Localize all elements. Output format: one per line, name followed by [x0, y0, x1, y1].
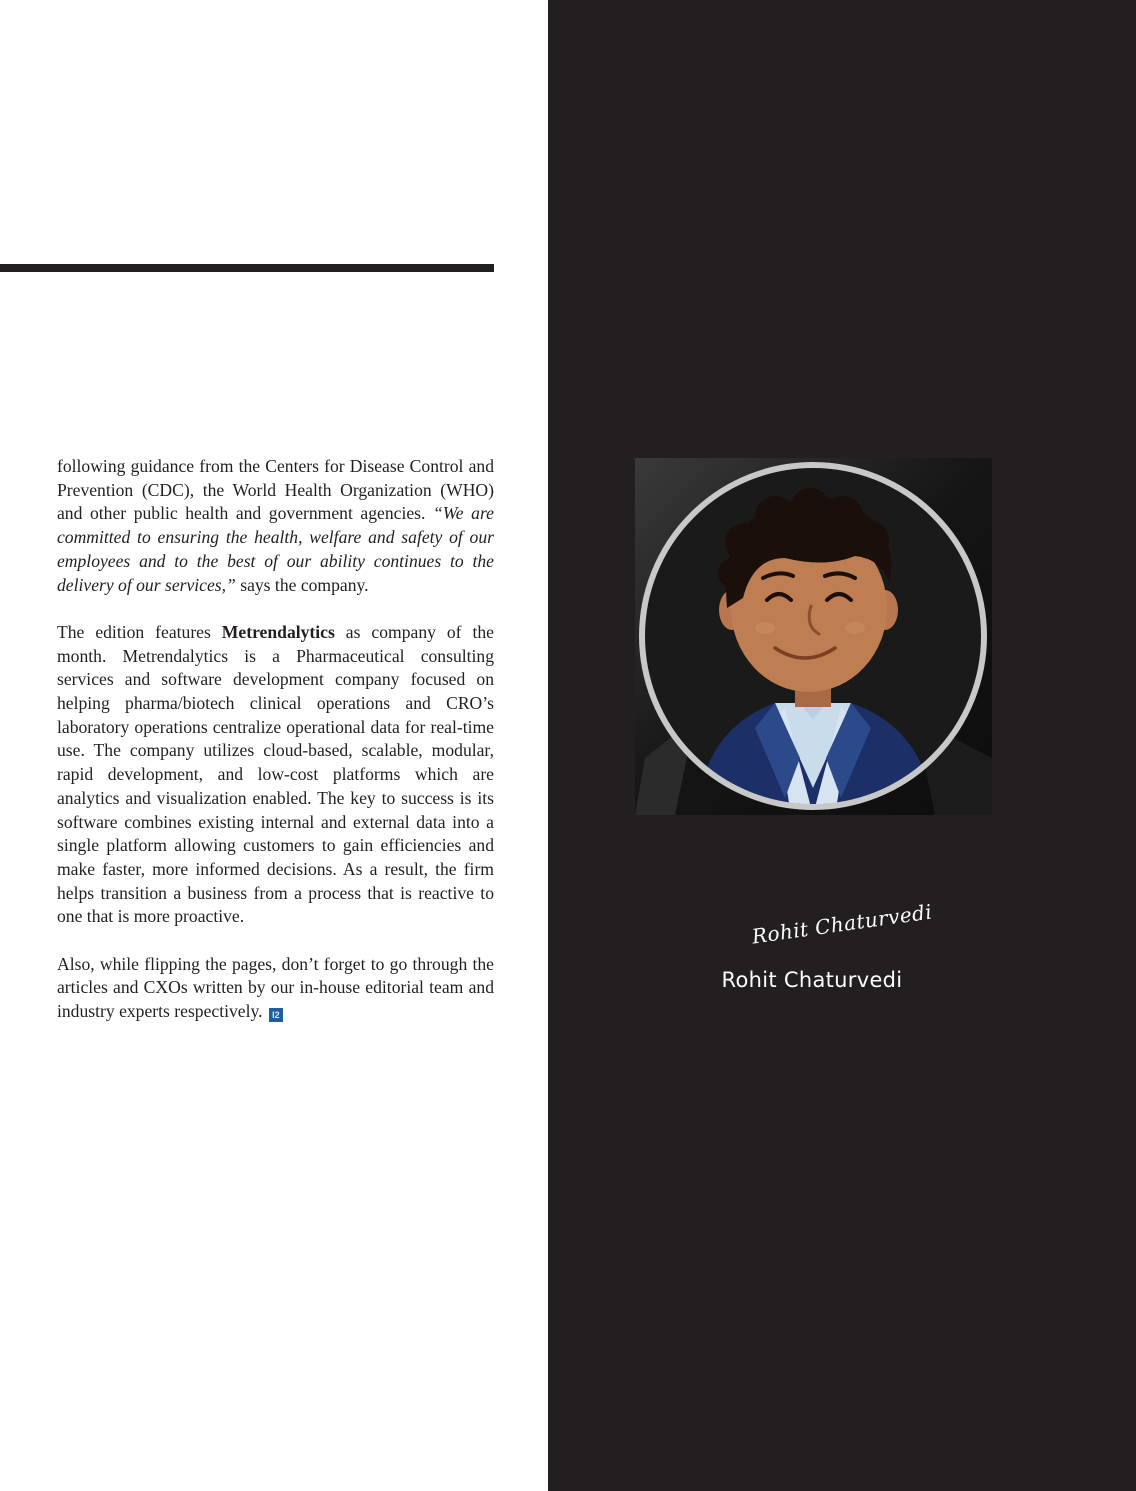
article-column	[0, 0, 548, 1491]
paragraph-3	[57, 953, 494, 1024]
cartoon-avatar-icon	[635, 458, 992, 815]
article-body	[57, 455, 494, 1024]
paragraph-2	[57, 621, 494, 929]
paragraph-1	[57, 455, 494, 597]
paragraph-3-text: Also, while flipping the pages, don’t forget to go through the articles and CXOs written by our in-house editorial team and industry experts respectively.	[57, 953, 494, 1022]
paragraph-1-text-end: says the company.	[235, 574, 369, 595]
paragraph-1-quote: “We are committed to ensuring the health, welfare and safety of our employees and to the best of our ability continues to the delivery of our services,”	[57, 503, 494, 595]
paragraph-2-text: The edition features	[57, 621, 222, 642]
divider-bar	[0, 264, 494, 272]
author-signature: Rohit Chaturvedi	[750, 899, 934, 949]
paragraph-1-text: following guidance from the Centers for Disease Control and Prevention (CDC), the World Health Organization (WHO) and other public health and government agencies.	[57, 456, 494, 524]
company-name: Metrendalytics	[221, 621, 335, 642]
author-sidebar	[548, 0, 1136, 1491]
author-portrait	[635, 458, 992, 815]
paragraph-2-text-end: as company of the month. Metrendalytics is a Pharmaceutical consulting services and software development company focused on helping pharma/biotech clinical operations and CRO’s laboratory operations centralize operational data for real-time use. The company utilizes cloud-based, scalable, modular, rapid development, and low-cost platforms which are analytics and visualization enabled. The key to success is its software combines existing internal and external data into a single platform allowing customers to gain efficiencies and make faster, more informed decisions. As a result, the firm helps transition a business from a process that is reactive to one that is more proactive.	[57, 621, 494, 927]
end-mark-icon: I2	[269, 1008, 283, 1022]
author-name: Rohit Chaturvedi	[721, 968, 903, 992]
